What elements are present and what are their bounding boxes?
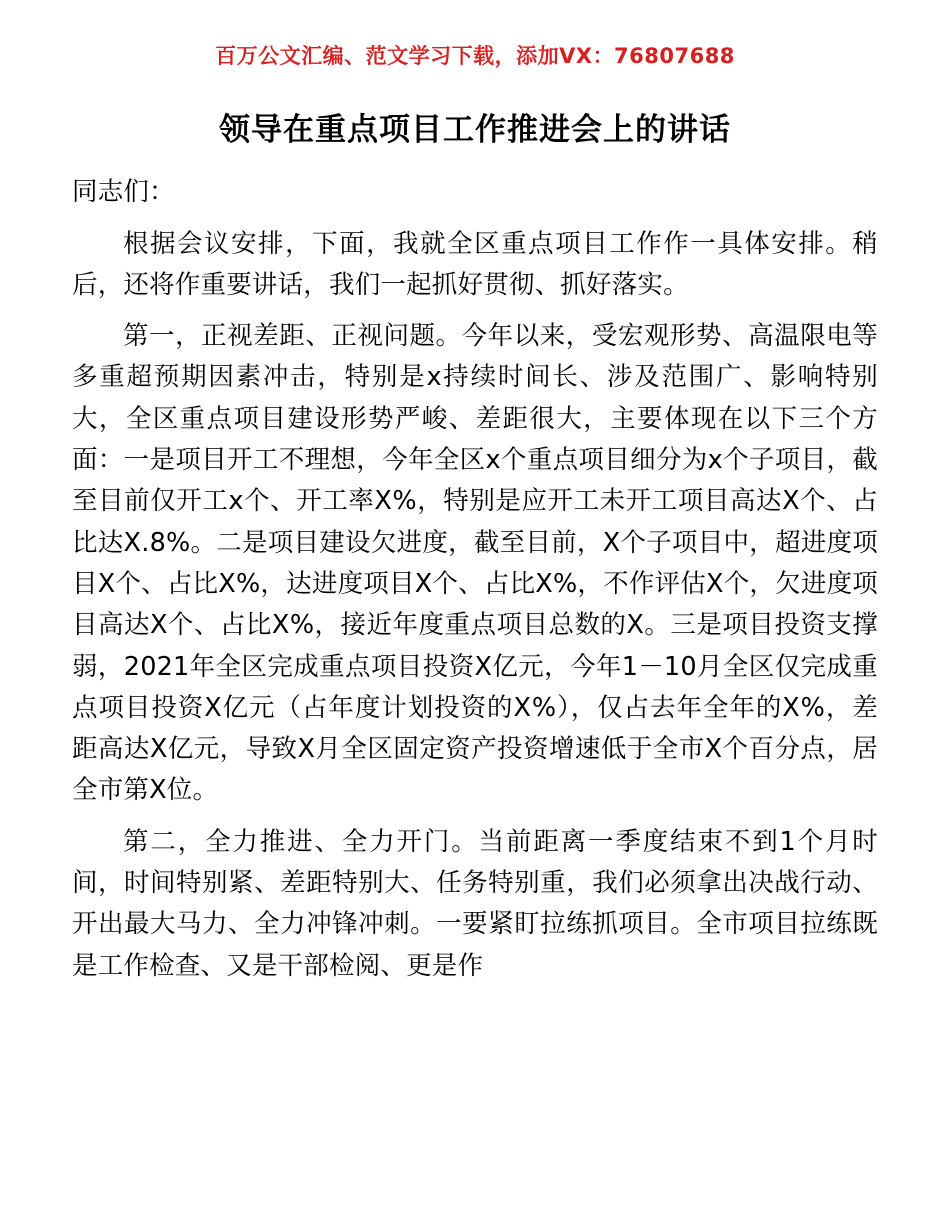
promo-banner: 百万公文汇编、范文学习下载，添加VX：76807688	[215, 44, 735, 68]
document-body	[72, 172, 878, 987]
paragraph-section-two: 第二，全力推进、全力开门。当前距离一季度结束不到1个月时间，时间特别紧、差距特别大、任务特别重，我们必须拿出决战行动、开出最大马力、全力冲锋冲刺。一要紧盯拉练抓项目。全市项目拉练既是工作检查、又是干部检阅、更是作	[72, 826, 878, 981]
paragraph-salutation: 同志们：	[72, 177, 175, 208]
paragraph-section-one: 第一，正视差距、正视问题。今年以来，受宏观形势、高温限电等多重超预期因素冲击，特别是ⅹ持续时间长、涉及范围广、影响特别大，全区重点项目建设形势严峻、差距很大，主要体现在以下三个方面：一是项目开工不理想，今年全区ⅹ个重点项目细分为ⅹ个子项目，截至目前仅开工ⅹ个、开工率Ⅹ%，特别是应开工未开工项目高达Ⅹ个、占比达Ⅹ.8%。二是项目建设欠进度，截至目前，Ⅹ个子项目中，超进度项目Ⅹ个、占比Ⅹ%，达进度项目Ⅹ个、占比Ⅹ%，不作评估Ⅹ个，欠进度项目高达Ⅹ个、占比Ⅹ%，接近年度重点项目总数的Ⅹ。三是项目投资支撑弱，2021年全区完成重点项目投资Ⅹ亿元，今年1－10月全区仅完成重点项目投资Ⅹ亿元（占年度计划投资的Ⅹ%），仅占去年全年的Ⅹ%，差距高达Ⅹ亿元，导致Ⅹ月全区固定资产投资增速低于全市Ⅹ个百分点，居全市第Ⅹ位。	[72, 321, 878, 806]
page-title: 领导在重点项目工作推进会上的讲话	[219, 112, 731, 148]
paragraph-intro: 根据会议安排，下面，我就全区重点项目工作作一具体安排。稍后，还将作重要讲话，我们一起抓好贯彻、抓好落实。	[72, 228, 878, 300]
